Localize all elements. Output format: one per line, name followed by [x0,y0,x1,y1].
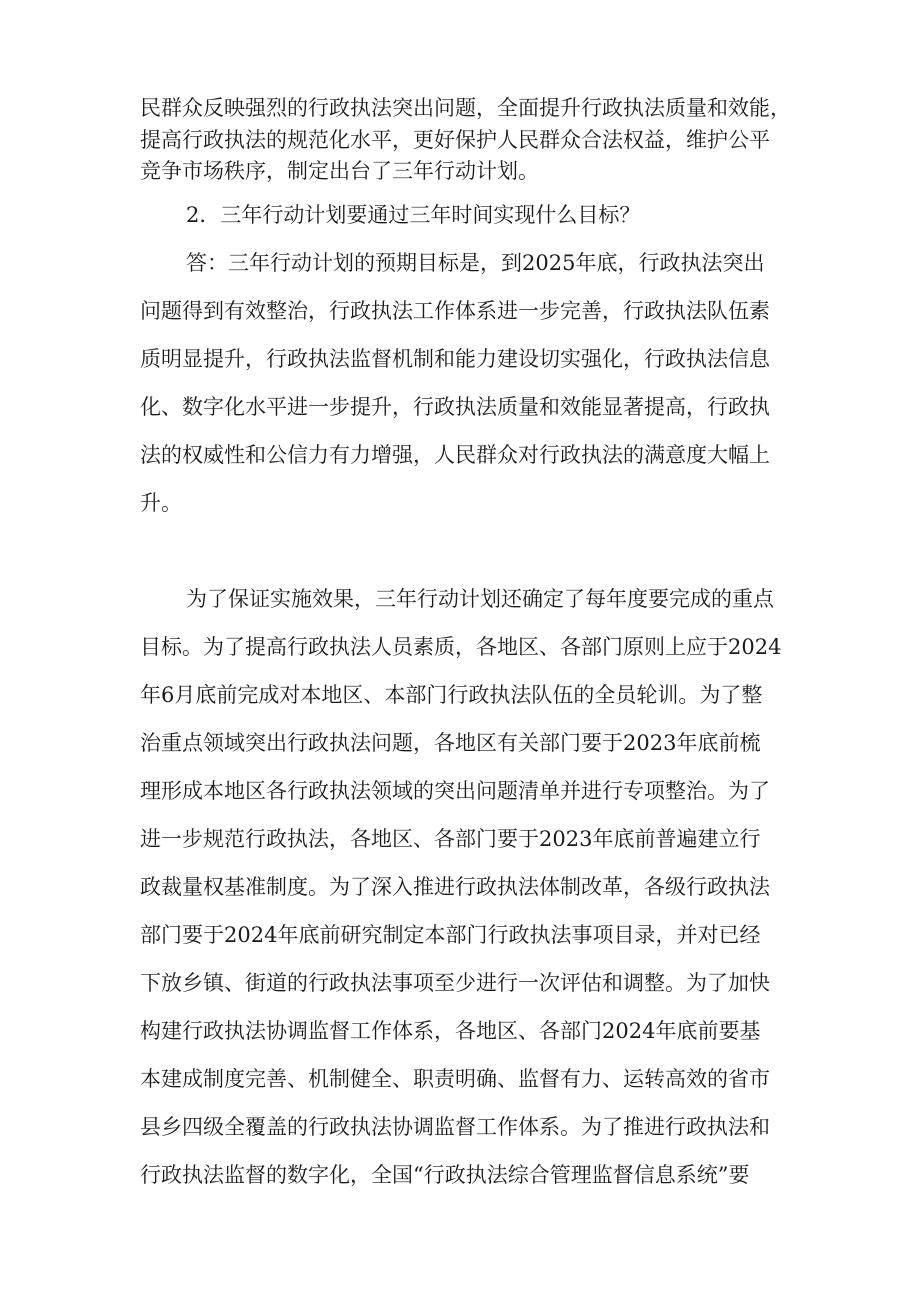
paragraph-line: 治重点领域突出行政执法问题，各地区有关部门要于2023年底前梳 [140,731,761,755]
paragraph-line: 目标。为了提高行政执法人员素质，各地区、各部门原则上应于2024 [140,635,782,659]
paragraph-line: 法的权威性和公信力有力增强，人民群众对行政执法的满意度大幅上 [140,443,770,467]
paragraph-line: 本建成制度完善、机制健全、职责明确、监督有力、运转高效的省市 [140,1067,770,1091]
paragraph-line: 部门要于2024年底前研究制定本部门行政执法事项目录，并对已经 [140,923,761,947]
paragraph-line: 政裁量权基准制度。为了深入推进行政执法体制改革，各级行政执法 [140,875,770,899]
paragraph-line: 化、数字化水平进一步提升，行政执法质量和效能显著提高，行政执 [140,395,770,419]
paragraph-line: 行政执法监督的数字化，全国“行政执法综合管理监督信息系统”要 [140,1163,750,1187]
paragraph-line: 答：三年行动计划的预期目标是，到2025年底，行政执法突出 [186,251,765,275]
paragraph-line: 构建行政执法协调监督工作体系，各地区、各部门2024年底前要基 [140,1019,761,1043]
question-heading: 2．三年行动计划要通过三年时间实现什么目标？ [186,203,641,227]
paragraph-line: 下放乡镇、街道的行政执法事项至少进行一次评估和调整。为了加快 [140,971,770,995]
paragraph-line: 提高行政执法的规范化水平，更好保护人民群众合法权益，维护公平 [140,128,770,152]
paragraph-line: 升。 [140,491,182,515]
paragraph-line: 民群众反映强烈的行政执法突出问题，全面提升行政执法质量和效能， [140,96,791,120]
paragraph-line: 问题得到有效整治，行政执法工作体系进一步完善，行政执法队伍素 [140,299,770,323]
paragraph-line: 年6月底前完成对本地区、本部门行政执法队伍的全员轮训。为了整 [140,683,763,707]
paragraph-line: 县乡四级全覆盖的行政执法协调监督工作体系。为了推进行政执法和 [140,1115,770,1139]
paragraph-line: 为了保证实施效果，三年行动计划还确定了每年度要完成的重点 [186,587,774,611]
paragraph-line: 进一步规范行政执法，各地区、各部门要于2023年底前普遍建立行 [140,827,761,851]
paragraph-line: 质明显提升，行政执法监督机制和能力建设切实强化，行政执法信息 [140,347,770,371]
paragraph-line: 理形成本地区各行政执法领域的突出问题清单并进行专项整治。为了 [140,779,770,803]
paragraph-line: 竞争市场秩序，制定出台了三年行动计划。 [140,159,539,183]
